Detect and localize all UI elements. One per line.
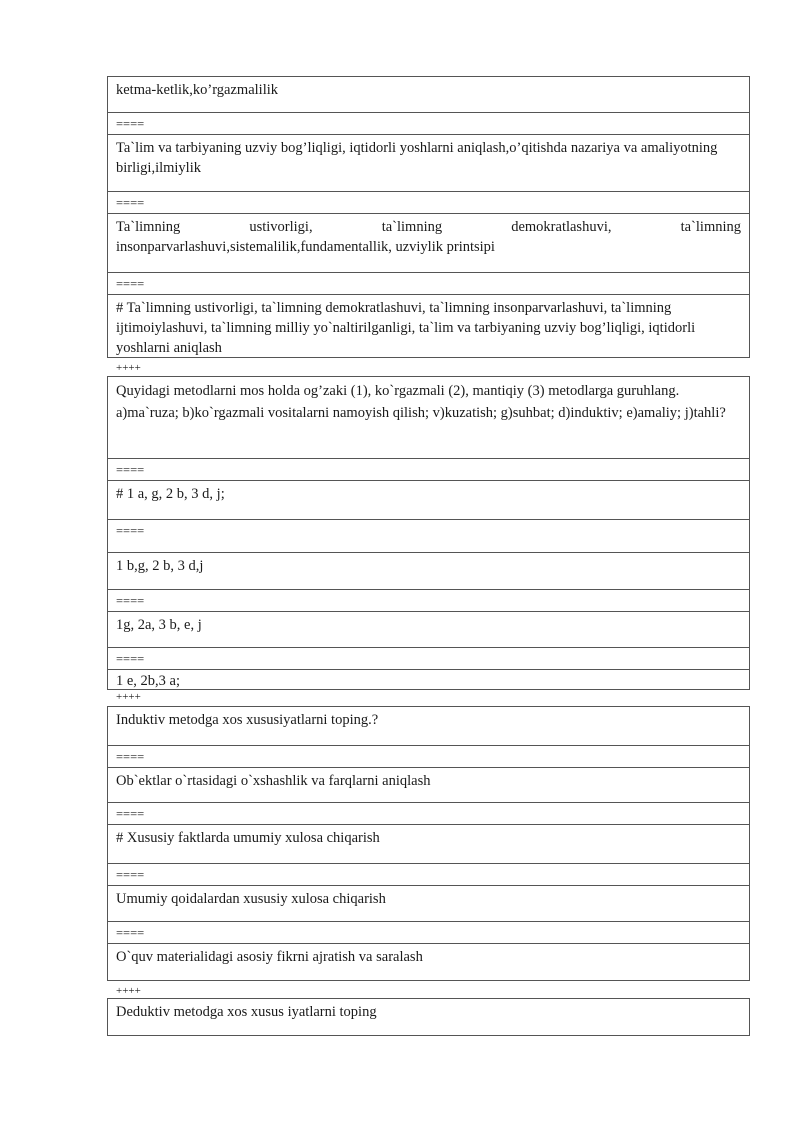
separator-row: ====: [108, 192, 749, 214]
answer-option: [108, 77, 749, 113]
question-block-2: [107, 376, 750, 690]
question-text: [108, 707, 749, 746]
answer-option: [108, 670, 749, 689]
answer-text: # Ta`limning ustivorligi, ta`limning demokratlashuvi, ta`limning insonparvarlashuvi, ta`limning ijtimoiylashuvi, ta`limning milliy yo`naltirilganligi, ta`lim va tarbiyaning uzviy bog’liqligi, iqtidorli yoshlarni aniqlash: [116, 300, 696, 356]
separator-row: ====: [108, 113, 749, 135]
separator-row: ====: [108, 864, 749, 886]
answer-text: 1 b,g, 2 b, 3 d,j: [116, 558, 204, 574]
question-label: Induktiv metodga xos xususiyatlarni toping.?: [116, 712, 379, 728]
separator-row: ====: [108, 746, 749, 768]
answer-option: [108, 553, 749, 590]
separator-row: ====: [108, 803, 749, 825]
question-text: [108, 377, 749, 459]
answer-option: [108, 944, 749, 980]
answer-text: # Xususiy faktlarda umumiy xulosa chiqarish: [116, 830, 380, 846]
answer-text: Ta`lim va tarbiyaning uzviy bog’liqligi, iqtidorli yoshlarni aniqlash,o’qitishda nazariya va amaliyotning birligi,ilmiylik: [116, 140, 718, 176]
answer-option: [108, 612, 749, 648]
correct-answer-option: [108, 825, 749, 864]
question-divider: ++++: [116, 362, 141, 374]
correct-answer-option: [108, 481, 749, 520]
separator-row: ====: [108, 459, 749, 481]
question-block-3: [107, 706, 750, 981]
separator-row: ====: [108, 520, 749, 553]
answer-text: Umumiy qoidalardan xususiy xulosa chiqarish: [116, 891, 386, 907]
separator-row: ====: [108, 922, 749, 944]
question-divider: ++++: [116, 691, 141, 703]
answer-text: 1 e, 2b,3 a;: [116, 673, 181, 689]
question-label: Deduktiv metodga xos xusus iyatlarni toping: [116, 1004, 377, 1020]
answer-option: [108, 214, 749, 273]
answer-text: O`quv materialidagi asosiy fikrni ajratish va saralash: [116, 949, 423, 965]
correct-answer-option: [108, 295, 749, 357]
question-divider: ++++: [116, 985, 141, 997]
answer-text: 1g, 2a, 3 b, e, j: [116, 617, 202, 633]
answer-option: [108, 768, 749, 803]
answer-option: [108, 135, 749, 192]
answer-text-line: Ta`limning ustivorligi, ta`limning demokratlashuvi, ta`limning: [116, 219, 741, 235]
answer-text: # 1 a, g, 2 b, 3 d, j;: [116, 486, 225, 502]
question-text: [108, 999, 749, 1035]
separator-row: ====: [108, 273, 749, 295]
question-label: Quyidagi metodlarni mos holda og’zaki (1), ko`rgazmali (2), mantiqiy (3) metodlarga guruhlang. a)ma`ruza; b)ko`rgazmali vositalarni namoyish qilish; v)kuzatish; g)suhbat; d)induktiv; e)amaliy; j)tahli?: [116, 383, 726, 421]
answer-option: [108, 886, 749, 922]
answer-text-line: insonparvarlashuvi,sistemalilik,fundamentallik, uzviylik printsipi: [116, 239, 495, 255]
answer-text: Ob`ektlar o`rtasidagi o`xshashlik va farqlarni aniqlash: [116, 773, 431, 789]
question-block-4: [107, 998, 750, 1036]
question-block-1: [107, 76, 750, 358]
answer-text: ketma-ketlik,ko’rgazmalilik: [116, 82, 278, 98]
separator-row: ====: [108, 590, 749, 612]
separator-row: ====: [108, 648, 749, 670]
